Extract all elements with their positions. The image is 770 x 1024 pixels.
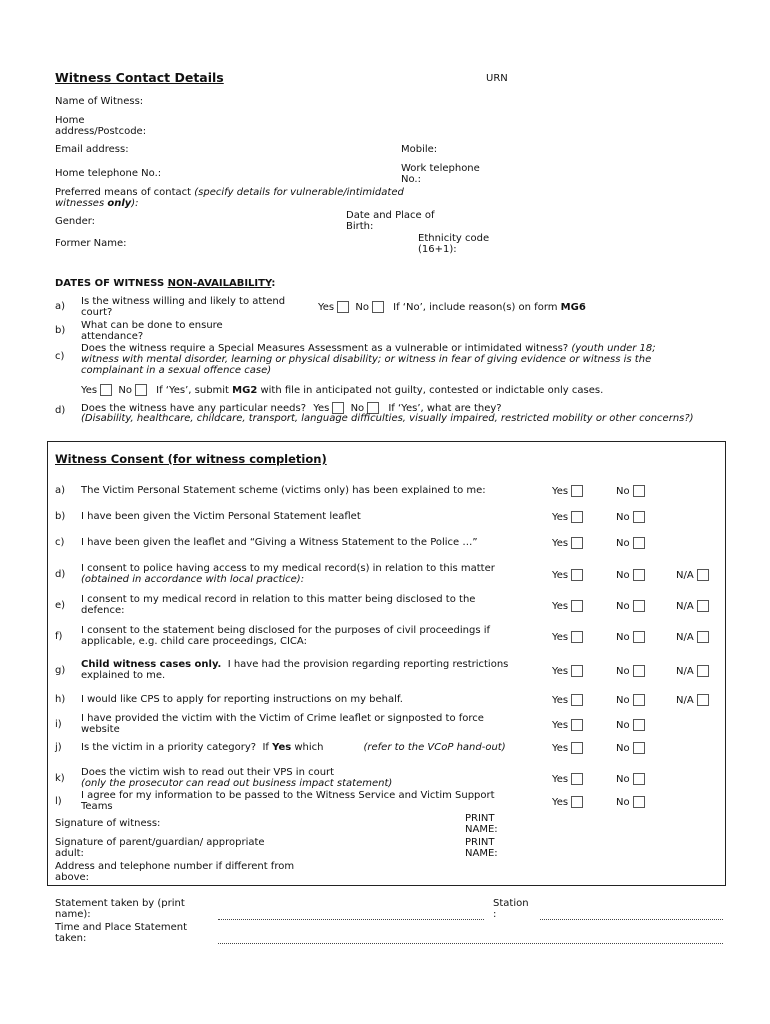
consent-yes-option: [552, 537, 583, 549]
consent-item-text: I have provided the victim with the Victim of Crime leaflet or signposted to force: [81, 713, 484, 724]
ensure-attendance-question-2: attendance?: [81, 331, 144, 342]
consent-no-label: No: [616, 720, 630, 731]
consent-na-option: [676, 569, 709, 581]
mg2-note-tail: with file in anticipated not guilty, contested or indictable only cases.: [257, 385, 604, 396]
attend-answer-row: [318, 301, 586, 313]
consent-yes-label: Yes: [552, 695, 569, 706]
consent-no-checkbox[interactable]: [633, 537, 645, 549]
yes-label: Yes: [81, 385, 98, 396]
consent-yes-option: [552, 719, 583, 731]
no-label: No: [355, 302, 369, 313]
consent-no-checkbox[interactable]: [633, 485, 645, 497]
yes-label: Yes: [318, 302, 335, 313]
consent-yes-label: Yes: [552, 720, 569, 731]
sig-parent-label-2: adult:: [55, 848, 84, 859]
consent-yes-option: [552, 773, 583, 785]
consent-no-option: [616, 537, 645, 549]
consent-yes-checkbox[interactable]: [571, 796, 583, 808]
special-measures-text: Does the witness require a Special Measures Assessment as a vulnerable or intimidated witness?: [81, 343, 572, 354]
special-measures-note: (youth under 18;: [571, 343, 656, 354]
consent-na-label: N/A: [676, 570, 694, 581]
priority-question: Is the victim in a priority category? If: [81, 742, 273, 753]
consent-no-label: No: [616, 512, 630, 523]
consent-na-label: N/A: [676, 601, 694, 612]
ethnicity-label: Ethnicity code: [418, 233, 490, 244]
item-letter: a): [55, 301, 66, 312]
consent-no-option: [616, 511, 645, 523]
needs-note: If ‘Yes’, what are they?: [388, 403, 502, 414]
priority-reference: (refer to the VCoP hand-out): [363, 742, 506, 753]
consent-no-label: No: [616, 632, 630, 643]
consent-no-option: [616, 742, 645, 754]
consent-item-letter: b): [55, 511, 66, 522]
consent-yes-label: Yes: [552, 570, 569, 581]
consent-yes-option: [552, 796, 583, 808]
consent-yes-checkbox[interactable]: [571, 631, 583, 643]
consent-yes-checkbox[interactable]: [571, 485, 583, 497]
print-name-label: PRINT: [465, 837, 495, 848]
consent-yes-option: [552, 631, 583, 643]
preferred-note: (specify details for vulnerable/intimidated: [194, 187, 404, 198]
special-measures-yes-checkbox[interactable]: [100, 384, 112, 396]
consent-item-text: I have been given the Victim Personal Statement leaflet: [81, 511, 361, 522]
attend-yes-checkbox[interactable]: [337, 301, 349, 313]
station-label-2: :: [493, 909, 497, 920]
consent-no-label: No: [616, 666, 630, 677]
consent-yes-label: Yes: [552, 666, 569, 677]
availability-heading-a: DATES OF WITNESS: [55, 278, 168, 289]
consent-yes-checkbox[interactable]: [571, 694, 583, 706]
consent-no-label: No: [616, 797, 630, 808]
consent-na-option: [676, 694, 709, 706]
consent-item-text-2: Teams: [81, 801, 113, 812]
consent-na-checkbox[interactable]: [697, 694, 709, 706]
consent-no-option: [616, 773, 645, 785]
consent-na-label: N/A: [676, 666, 694, 677]
mobile-label: Mobile:: [401, 144, 438, 155]
consent-no-checkbox[interactable]: [633, 719, 645, 731]
consent-yes-checkbox[interactable]: [571, 511, 583, 523]
consent-yes-option: [552, 694, 583, 706]
child-witness-emphasis: Child witness cases only.: [81, 659, 222, 670]
email-label: Email address:: [55, 144, 129, 155]
gender-label: Gender:: [55, 216, 96, 227]
no-label: No: [118, 385, 132, 396]
station-label: Station: [493, 898, 529, 909]
work-tel-label-2: No.:: [401, 174, 421, 185]
consent-yes-checkbox[interactable]: [571, 665, 583, 677]
consent-no-checkbox[interactable]: [633, 631, 645, 643]
consent-item-letter: k): [55, 773, 65, 784]
consent-no-checkbox[interactable]: [633, 665, 645, 677]
consent-no-checkbox[interactable]: [633, 796, 645, 808]
consent-yes-checkbox[interactable]: [571, 742, 583, 754]
preferred-contact-label: [55, 187, 404, 198]
preferred-note-2: witnesses: [55, 198, 108, 209]
consent-item-letter: d): [55, 569, 66, 580]
ensure-attendance-question: What can be done to ensure: [81, 320, 223, 331]
priority-which: which: [291, 742, 324, 753]
consent-no-checkbox[interactable]: [633, 600, 645, 612]
item-letter: b): [55, 325, 66, 336]
consent-yes-checkbox[interactable]: [571, 773, 583, 785]
consent-item-letter: e): [55, 600, 66, 611]
consent-yes-label: Yes: [552, 601, 569, 612]
consent-yes-label: Yes: [552, 774, 569, 785]
consent-item-letter: f): [55, 631, 63, 642]
dob-label: Date and Place of: [346, 210, 435, 221]
work-tel-label: Work telephone: [401, 163, 480, 174]
consent-item-letter: h): [55, 694, 66, 705]
consent-no-option: [616, 485, 645, 497]
consent-no-label: No: [616, 601, 630, 612]
former-name-label: Former Name:: [55, 238, 127, 249]
preferred-close: ):: [131, 198, 139, 209]
station-line[interactable]: [540, 919, 723, 920]
special-measures-note-3: complainant in a sexual offence case): [81, 365, 272, 376]
print-name-label-2: NAME:: [465, 848, 498, 859]
consent-no-option: [616, 665, 645, 677]
preferred-only: only: [107, 198, 132, 209]
consent-yes-label: Yes: [552, 512, 569, 523]
consent-item-text: I consent to the statement being disclosed for the purposes of civil proceedings if: [81, 625, 491, 636]
attend-question-2: court?: [81, 307, 113, 318]
consent-yes-label: Yes: [552, 486, 569, 497]
attend-no-checkbox[interactable]: [372, 301, 384, 313]
consent-item-text-2: website: [81, 724, 120, 735]
availability-heading-c: :: [271, 278, 276, 289]
consent-item-text: I would like CPS to apply for reporting instructions on my behalf.: [81, 694, 403, 705]
print-name-label: PRINT: [465, 813, 495, 824]
consent-no-label: No: [616, 486, 630, 497]
consent-na-option: [676, 600, 709, 612]
consent-yes-checkbox[interactable]: [571, 569, 583, 581]
priority-yes-emphasis: Yes: [272, 742, 292, 753]
consent-no-option: [616, 719, 645, 731]
consent-na-checkbox[interactable]: [697, 665, 709, 677]
consent-no-option: [616, 796, 645, 808]
dob-label-2: Birth:: [346, 221, 374, 232]
alt-address-label: Address and telephone number if different from: [55, 861, 295, 872]
no-label: No: [350, 403, 365, 414]
consent-yes-checkbox[interactable]: [571, 537, 583, 549]
time-place-line[interactable]: [218, 943, 723, 944]
special-measures-no-checkbox[interactable]: [135, 384, 147, 396]
consent-yes-option: [552, 600, 583, 612]
consent-item-text-2: (obtained in accordance with local practice):: [81, 574, 305, 585]
taken-by-line[interactable]: [218, 919, 484, 920]
consent-item-text-2: defence:: [81, 605, 125, 616]
consent-no-checkbox[interactable]: [633, 773, 645, 785]
consent-item-text-rest: I have had the provision regarding reporting restrictions: [221, 659, 509, 670]
consent-no-label: No: [616, 538, 630, 549]
consent-no-checkbox[interactable]: [633, 511, 645, 523]
preferred-text: Preferred means of contact: [55, 187, 195, 198]
consent-na-checkbox[interactable]: [697, 600, 709, 612]
consent-na-checkbox[interactable]: [697, 569, 709, 581]
alt-address-label-2: above:: [55, 872, 90, 883]
yes-label: Yes: [313, 403, 330, 414]
time-place-label: Time and Place Statement: [55, 922, 188, 933]
section-title-consent: Witness Consent (for witness completion): [55, 452, 327, 466]
sig-parent-label: Signature of parent/guardian/ appropriate: [55, 837, 265, 848]
consent-item-text: I have been given the leaflet and “Giving a Witness Statement to the Police …”: [81, 537, 478, 548]
name-of-witness-label: Name of Witness:: [55, 96, 144, 107]
special-measures-question: [81, 343, 656, 354]
consent-no-label: No: [616, 774, 630, 785]
attend-note: If ‘No’, include reason(s) on form: [393, 302, 561, 313]
taken-by-label: Statement taken by (print: [55, 898, 185, 909]
consent-item-text: [81, 742, 506, 753]
consent-yes-checkbox[interactable]: [571, 719, 583, 731]
consent-item-letter: i): [55, 719, 62, 730]
form-mg6: MG6: [560, 302, 586, 313]
consent-no-option: [616, 631, 645, 643]
consent-yes-option: [552, 511, 583, 523]
consent-yes-option: [552, 665, 583, 677]
time-place-label-2: taken:: [55, 933, 87, 944]
consent-no-checkbox[interactable]: [633, 569, 645, 581]
form-mg2: MG2: [232, 385, 258, 396]
section-title-contact: Witness Contact Details: [55, 70, 224, 85]
item-letter: d): [55, 405, 66, 416]
availability-heading-b: NON-AVAILABILITY: [167, 278, 272, 289]
particular-needs-question: Does the witness have any particular needs?: [81, 403, 307, 414]
consent-item-letter: j): [55, 742, 62, 753]
item-letter: c): [55, 351, 65, 362]
consent-item-text-2: applicable, e.g. child care proceedings, CICA:: [81, 636, 307, 647]
ethnicity-label-2: (16+1):: [418, 244, 457, 255]
consent-yes-option: [552, 742, 583, 754]
consent-item-text-2: (only the prosecutor can read out business impact statement): [81, 778, 393, 789]
print-name-label-2: NAME:: [465, 824, 498, 835]
urn-label: URN: [486, 73, 508, 84]
special-measures-answer-row: [81, 384, 603, 396]
consent-na-checkbox[interactable]: [697, 631, 709, 643]
consent-na-option: [676, 665, 709, 677]
consent-no-option: [616, 569, 645, 581]
consent-item-text: [81, 659, 508, 670]
home-address-label: Home: [55, 115, 85, 126]
availability-heading: [55, 278, 275, 289]
consent-no-option: [616, 694, 645, 706]
consent-item-text: I agree for my information to be passed to the Witness Service and Victim Support: [81, 790, 495, 801]
consent-item-letter: g): [55, 665, 66, 676]
taken-by-label-2: name):: [55, 909, 91, 920]
sig-witness-label: Signature of witness:: [55, 818, 161, 829]
consent-yes-checkbox[interactable]: [571, 600, 583, 612]
consent-no-option: [616, 600, 645, 612]
consent-item-letter: c): [55, 537, 65, 548]
consent-item-letter: a): [55, 485, 66, 496]
consent-na-label: N/A: [676, 632, 694, 643]
consent-item-text: I consent to police having access to my medical record(s) in relation to this matter: [81, 563, 495, 574]
mg2-note: If ‘Yes’, submit: [156, 385, 233, 396]
consent-yes-option: [552, 485, 583, 497]
consent-no-checkbox[interactable]: [633, 742, 645, 754]
consent-item-letter: l): [55, 796, 62, 807]
consent-no-checkbox[interactable]: [633, 694, 645, 706]
particular-needs-examples: (Disability, healthcare, childcare, transport, language difficulties, visually impaired, restricted mobility or other concerns?): [81, 413, 694, 424]
home-tel-label: Home telephone No.:: [55, 168, 162, 179]
special-measures-note-2: witness with mental disorder, learning or physical disability; or witness in fear of giving evidence or witness is the: [81, 354, 652, 365]
consent-no-label: No: [616, 570, 630, 581]
consent-yes-label: Yes: [552, 632, 569, 643]
home-address-label-2: address/Postcode:: [55, 126, 147, 137]
consent-item-text: I consent to my medical record in relation to this matter being disclosed to the: [81, 594, 476, 605]
consent-no-label: No: [616, 695, 630, 706]
consent-no-label: No: [616, 743, 630, 754]
consent-item-text: The Victim Personal Statement scheme (victims only) has been explained to me:: [81, 485, 486, 496]
consent-item-text-2: explained to me.: [81, 670, 166, 681]
consent-na-option: [676, 631, 709, 643]
consent-yes-label: Yes: [552, 538, 569, 549]
consent-yes-option: [552, 569, 583, 581]
consent-yes-label: Yes: [552, 797, 569, 808]
consent-yes-label: Yes: [552, 743, 569, 754]
consent-na-label: N/A: [676, 695, 694, 706]
consent-item-text: Does the victim wish to read out their VPS in court: [81, 767, 335, 778]
attend-question: Is the witness willing and likely to attend: [81, 296, 286, 307]
preferred-contact-label-2: [55, 198, 139, 209]
